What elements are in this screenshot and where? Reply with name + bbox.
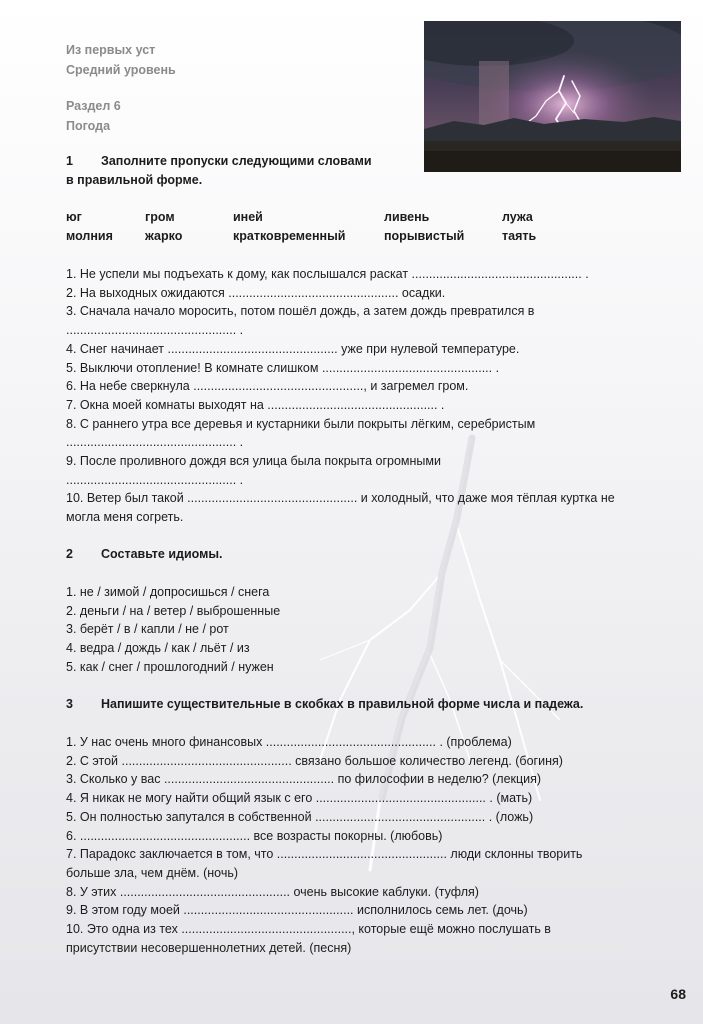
task1-line: 8. С раннего утра все деревья и кустарники были покрыты лёгким, серебристым bbox=[66, 416, 536, 431]
task2-number: 2 bbox=[66, 547, 73, 561]
word-bank-item: кратковременный bbox=[233, 229, 346, 243]
word-bank-item: порывистый bbox=[384, 229, 465, 243]
word-bank-item: таять bbox=[502, 229, 537, 243]
task3-line: 9. В этом году моей ................................................. исполнилось семь лет. (дочь) bbox=[66, 903, 528, 918]
section-header bbox=[66, 97, 121, 136]
task3-line: 6. ................................................. все возрасты покорны. (любовь) bbox=[66, 828, 443, 843]
word-bank-item: молния bbox=[66, 229, 113, 243]
task3-line: 8. У этих ................................................. очень высокие каблуки. (туфля) bbox=[66, 884, 479, 899]
word-bank-item: гром bbox=[145, 210, 175, 224]
task1-line: 2. На выходных ожидаются ................................................. осадки. bbox=[66, 285, 446, 300]
section-topic: Погода bbox=[66, 118, 111, 133]
task1-line: ................................................. . bbox=[66, 472, 244, 487]
task1-line: могла меня согреть. bbox=[66, 510, 184, 525]
word-bank-item: жарко bbox=[145, 229, 183, 243]
page-number: 68 bbox=[670, 986, 686, 1002]
task2-heading bbox=[66, 545, 223, 564]
task3-line: 3. Сколько у вас ................................................. по философии в неделю? (лекция) bbox=[66, 772, 542, 787]
course-level: Средний уровень bbox=[66, 62, 176, 77]
task2-line: 3. берёт / в / капли / не / рот bbox=[66, 622, 229, 637]
task3-title: Напишите существительные в скобках в правильной форме числа и падежа. bbox=[101, 697, 584, 711]
task3-line: 4. Я никак не могу найти общий язык с его ................................................. . (мать) bbox=[66, 791, 533, 806]
word-bank-item: ливень bbox=[384, 210, 430, 224]
word-bank-item: юг bbox=[66, 210, 82, 224]
task1-line: 5. Выключи отопление! В комнате слишком ................................................. . bbox=[66, 360, 500, 375]
task1-line: 6. На небе сверкнула ................................................., и загремел гром. bbox=[66, 379, 469, 394]
task2-line: 4. ведра / дождь / как / льёт / из bbox=[66, 641, 250, 656]
task3-heading bbox=[66, 695, 583, 714]
task1-line: 1. Не успели мы подъехать к дому, как послышался раскат ................................................. . bbox=[66, 267, 589, 281]
task1-line: 10. Ветер был такой ................................................. и холодный, что даже моя тёплая куртка не bbox=[66, 491, 615, 506]
task1-line: ................................................. . bbox=[66, 435, 244, 450]
word-bank-item: иней bbox=[233, 210, 263, 224]
task3-line: 5. Он полностью запутался в собственной ................................................. . (ложь) bbox=[66, 809, 534, 824]
task1-line: 7. Окна моей комнаты выходят на ................................................. . bbox=[66, 397, 445, 412]
course-header bbox=[66, 41, 176, 80]
task1-items bbox=[66, 265, 615, 527]
task2-line: 1. не / зимой / допросишься / снега bbox=[66, 585, 270, 599]
task1-title-line1: Заполните пропуски следующими словами bbox=[101, 154, 372, 168]
task1-line: 9. После проливного дождя вся улица была покрыта огромными bbox=[66, 454, 441, 469]
task2-line: 5. как / снег / прошлогодний / нужен bbox=[66, 659, 274, 674]
word-bank-item: лужа bbox=[502, 210, 533, 224]
task1-title-line2: в правильной форме. bbox=[66, 172, 203, 187]
task1-line: ................................................. . bbox=[66, 323, 244, 338]
task3-line: 10. Это одна из тех ................................................., которые ещё можно послушать в bbox=[66, 922, 551, 937]
task1-heading bbox=[66, 152, 372, 189]
task3-items bbox=[66, 733, 582, 957]
task2-items bbox=[66, 583, 280, 677]
task3-number: 3 bbox=[66, 697, 73, 711]
course-title: Из первых уст bbox=[66, 43, 156, 57]
task1-number: 1 bbox=[66, 154, 73, 168]
task3-line: 2. С этой ................................................. связано большое количество легенд. (богиня) bbox=[66, 753, 563, 768]
task3-line: 7. Парадокс заключается в том, что ................................................. люди склонны творить bbox=[66, 847, 583, 862]
task3-line: 1. У нас очень много финансовых ................................................. . (проблема) bbox=[66, 735, 512, 749]
task2-title: Составьте идиомы. bbox=[101, 547, 223, 561]
section-number: Раздел 6 bbox=[66, 99, 121, 113]
task3-line: больше зла, чем днём. (ночь) bbox=[66, 865, 239, 880]
task2-line: 2. деньги / на / ветер / выброшенные bbox=[66, 603, 281, 618]
lightning-photo bbox=[424, 21, 681, 172]
task1-line: 4. Снег начинает ................................................. уже при нулевой температуре. bbox=[66, 341, 520, 356]
task3-line: присутствии несовершеннолетних детей. (песня) bbox=[66, 940, 352, 955]
task1-line: 3. Сначала начало моросить, потом пошёл дождь, а затем дождь превратился в bbox=[66, 304, 535, 319]
